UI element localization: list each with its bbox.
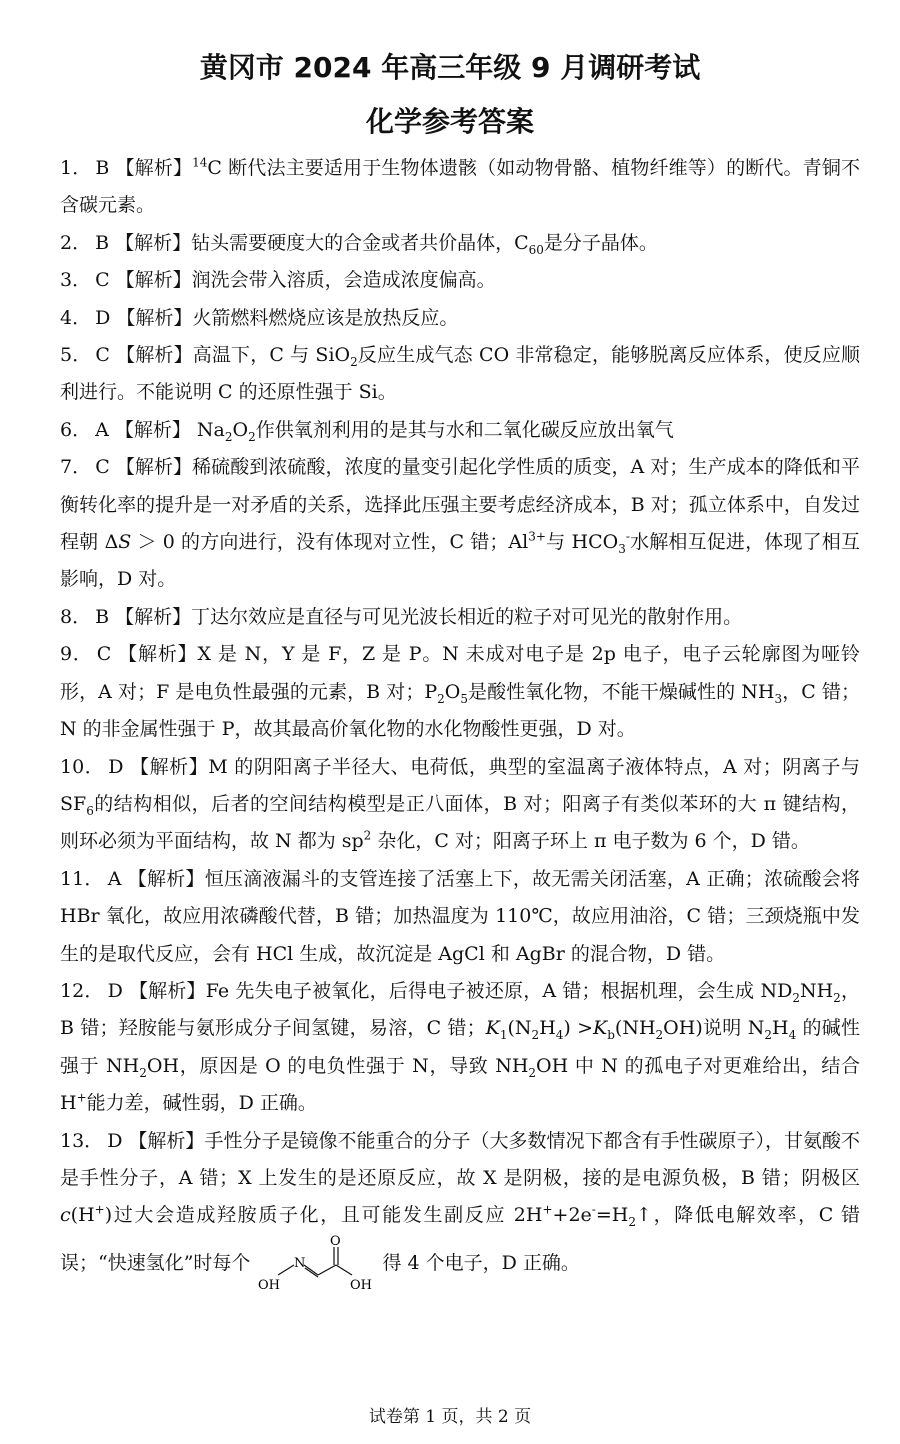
item-text: X 是 N，Y 是 F，Z 是 P。N 未成对电子是 2p 电子，电子云轮廓图为哑铃形，A 对；F 是电负性最强的元素，B 对；P <box>60 643 860 703</box>
subscript: 2 <box>248 429 256 444</box>
item-text: (H <box>70 1204 95 1227</box>
entropy-symbol: S <box>118 531 132 554</box>
item-text: 手性分子是镜像不能重合的分子（大多数情况下都含有手性碳原子），甘氨酸不是手性分子，A 错；X 上发生的是还原反应，故 X 是阴极，接的是电源负极，B 错；阴极区 <box>60 1129 860 1189</box>
item-answer: C <box>96 643 112 666</box>
answer-item-7 <box>60 449 860 599</box>
constant-symbol: K <box>593 1017 608 1040</box>
item-text: ↑，降低电解效率，C 错误；“快速氢化”时每个 <box>60 1204 860 1274</box>
item-number: 6． <box>60 418 92 441</box>
answer-item-4 <box>60 300 860 337</box>
item-answer: A <box>95 418 109 441</box>
item-text: OH，原因是 O 的电负性强于 N，导致 NH <box>146 1054 529 1077</box>
item-number: 7． <box>60 456 92 479</box>
item-answer: B <box>95 605 110 628</box>
item-tag: 【解析】 <box>128 979 206 1002</box>
item-number: 13． <box>60 1129 104 1152</box>
item-text: O <box>444 680 461 703</box>
item-answer: B <box>95 157 110 179</box>
glyoxylic-oxime-structure <box>256 1235 376 1293</box>
subscript: 2 <box>437 691 445 706</box>
item-text: =H <box>595 1204 629 1227</box>
subscript: 2 <box>833 990 841 1005</box>
item-text: (NH <box>614 1017 656 1040</box>
item-text: M 的阴阳离子半径大、电荷低，典型的室温离子液体特点，A 对；阴离子与 SF <box>60 755 860 815</box>
item-number: 10． <box>60 755 105 778</box>
answer-item-1 <box>60 150 860 225</box>
item-answer: D <box>95 306 111 329</box>
answer-item-12 <box>60 973 860 1123</box>
item-tag: 【解析】 <box>128 1129 205 1152</box>
item-text: 是酸性氧化物，不能干燥碱性的 NH <box>467 680 775 703</box>
item-tag: 【解析】 <box>115 231 192 254</box>
superscript: 3+ <box>528 529 546 544</box>
answer-item-2 <box>60 225 860 262</box>
item-text: 的碱性强于 NH <box>60 1017 860 1077</box>
subscript: 3 <box>774 691 783 706</box>
item-text: ，C 错；N 的非金属性强于 P，故其最高价氧化物的水化物酸性更强，D 对。 <box>60 680 860 741</box>
page-title: 黄冈市 2024 年高三年级 9 月调研考试 <box>199 51 701 84</box>
item-tag: 【解析】 <box>127 867 205 890</box>
answer-item-8 <box>60 599 860 636</box>
item-text: 杂化，C 对；阳离子环上 π 电子数为 6 个，D 错。 <box>371 830 810 853</box>
superscript: + <box>76 1090 87 1105</box>
subscript: 2 <box>350 354 358 369</box>
item-text: 润洗会带入溶质，会造成浓度偏高。 <box>191 269 496 292</box>
item-answer: C <box>95 456 110 479</box>
item-text: 能力差，碱性弱，D 正确。 <box>86 1092 317 1115</box>
item-text: NH <box>799 979 834 1002</box>
subscript: 5 <box>460 691 468 706</box>
subscript: 4 <box>788 1028 797 1043</box>
hydroxyl-label: OH <box>258 1277 281 1293</box>
superscript: - <box>591 1203 596 1218</box>
superscript: 14 <box>192 155 208 170</box>
item-text: OH 中 N 的孤电子对更难给出，结合 H <box>60 1054 861 1115</box>
item-answer: B <box>95 231 110 254</box>
superscript: + <box>94 1203 105 1218</box>
subscript: 2 <box>628 1215 636 1230</box>
subscript: 1 <box>499 1028 508 1043</box>
item-tag: 【解析】 <box>115 157 193 179</box>
item-text: ＞ 0 的方向进行，没有体现对立性，C 错；Al <box>131 531 529 554</box>
item-text: 火箭燃料燃烧应该是放热反应。 <box>192 306 459 329</box>
item-tag: 【解析】 <box>115 344 193 367</box>
item-text: 高温下，C 与 SiO <box>192 344 351 367</box>
item-number: 2． <box>60 231 92 254</box>
answer-item-6 <box>60 412 860 449</box>
item-text: 得 4 个电子，D 正确。 <box>382 1251 580 1274</box>
item-text: OH)说明 N <box>663 1017 765 1040</box>
superscript: + <box>542 1203 553 1218</box>
item-text: 钻头需要硬度大的合金或者共价晶体，C <box>191 231 529 254</box>
constant-symbol: K <box>485 1017 500 1040</box>
subscript: 2 <box>528 1065 537 1080</box>
subscript: 3 <box>618 541 626 556</box>
answer-item-10 <box>60 749 860 861</box>
item-text: O <box>232 418 249 441</box>
item-text: C 断代法主要适用于生物体遗骸（如动物骨骼、植物纤维等）的断代。青铜不含碳元素。 <box>60 157 860 217</box>
nitrogen-label: N <box>294 1255 306 1271</box>
subscript: 2 <box>139 1065 147 1080</box>
item-answer: C <box>95 269 110 292</box>
item-text: (N <box>507 1017 532 1040</box>
item-text: 恒压滴液漏斗的支管连接了活塞上下，故无需关闭活塞，A 正确；浓硫酸会将 HBr 氧化，故应用浓磷酸代替，B 错；加热温度为 110℃，故应用油浴，C 错；三颈烧瓶中发生的是取代反应，会有 HCl 生成，故沉淀是 AgCl 和 AgBr 的混合物，D 错。 <box>60 867 860 965</box>
item-number: 9． <box>60 643 93 666</box>
answer-list <box>60 150 860 1293</box>
item-tag: 【解析】 <box>115 269 192 292</box>
item-text: 与 HCO <box>545 531 619 554</box>
subscript: 6 <box>86 803 94 818</box>
item-text: 反应生成气态 CO 非常稳定，能够脱离反应体系，使反应顺利进行。不能说明 C 的还原性强于 Si。 <box>60 344 860 404</box>
item-answer: C <box>95 344 110 367</box>
superscript: 2 <box>363 828 372 843</box>
item-text: 是分子晶体。 <box>543 231 658 254</box>
item-tag: 【解析】 <box>129 755 209 778</box>
concentration-symbol: c <box>60 1204 71 1227</box>
item-number: 12． <box>60 979 104 1002</box>
item-number: 1． <box>60 157 92 179</box>
item-number: 8． <box>60 605 92 628</box>
item-text: 作供氧剂利用的是其与水和二氧化碳反应放出氧气 <box>255 418 674 441</box>
page-footer: 试卷第 1 页，共 2 页 <box>368 1407 532 1427</box>
answer-item-13 <box>60 1123 860 1293</box>
item-tag: 【解析】 <box>115 456 193 479</box>
item-answer: D <box>108 755 124 778</box>
item-tag: 【解析】 <box>116 306 193 329</box>
item-tag: 【解析】 <box>114 418 191 441</box>
answer-item-9 <box>60 636 860 748</box>
item-tag: 【解析】 <box>115 605 192 628</box>
item-text: +2e <box>552 1204 592 1227</box>
item-text: 丁达尔效应是直径与可见光波长相近的粒子对可见光的散射作用。 <box>191 605 743 628</box>
subscript: 4 <box>555 1028 564 1043</box>
page-subtitle: 化学参考答案 <box>365 105 534 138</box>
item-text: Fe 先失电子被氧化，后得电子被还原，A 错；根据机理，会生成 ND <box>205 979 793 1002</box>
superscript: - <box>625 529 630 544</box>
item-answer: D <box>107 1129 123 1152</box>
item-text: 稀硫酸到浓硫酸，浓度的量变引起化学性质的质变，A 对；生产成本的降低和平衡转化率的提升是一对矛盾的关系，选择此压强主要考虑经济成本，B 对；孤立体系中，自发过程朝 Δ <box>60 456 860 554</box>
item-text: H <box>539 1017 556 1040</box>
oxygen-label: O <box>330 1234 342 1249</box>
subscript: 2 <box>792 990 800 1005</box>
subscript: 2 <box>655 1028 664 1043</box>
item-text: ，B 错；羟胺能与氨形成分子间氢键，易溶，C 错； <box>60 979 860 1040</box>
subscript: 60 <box>528 242 544 257</box>
subscript: 2 <box>531 1028 540 1043</box>
item-text: ) > <box>563 1017 594 1040</box>
subscript: 2 <box>764 1028 773 1043</box>
subscript: b <box>607 1028 615 1043</box>
item-answer: D <box>107 979 123 1002</box>
item-number: 5． <box>60 344 92 367</box>
item-text: H <box>772 1017 789 1040</box>
item-number: 3． <box>60 269 92 292</box>
item-text: 的结构相似，后者的空间结构模型是正八面体，B 对；阳离子有类似苯环的大 π 键结构，则环必须为平面结构，故 N 都为 sp <box>60 792 860 853</box>
item-text: Na <box>190 418 225 441</box>
answer-item-5 <box>60 337 860 412</box>
hydroxyl-label: OH <box>350 1277 373 1293</box>
subscript: 2 <box>224 429 233 444</box>
molecule-diagram <box>256 1235 376 1293</box>
item-number: 4． <box>60 306 92 329</box>
item-tag: 【解析】 <box>117 643 198 666</box>
answer-item-3 <box>60 262 860 299</box>
answer-item-11 <box>60 861 860 973</box>
item-text: )过大会造成羟胺质子化，且可能发生副反应 2H <box>104 1204 543 1227</box>
item-text: 水解相互促进，体现了相互影响，D 对。 <box>60 531 860 591</box>
item-number: 11． <box>60 867 104 890</box>
item-answer: A <box>107 867 122 890</box>
